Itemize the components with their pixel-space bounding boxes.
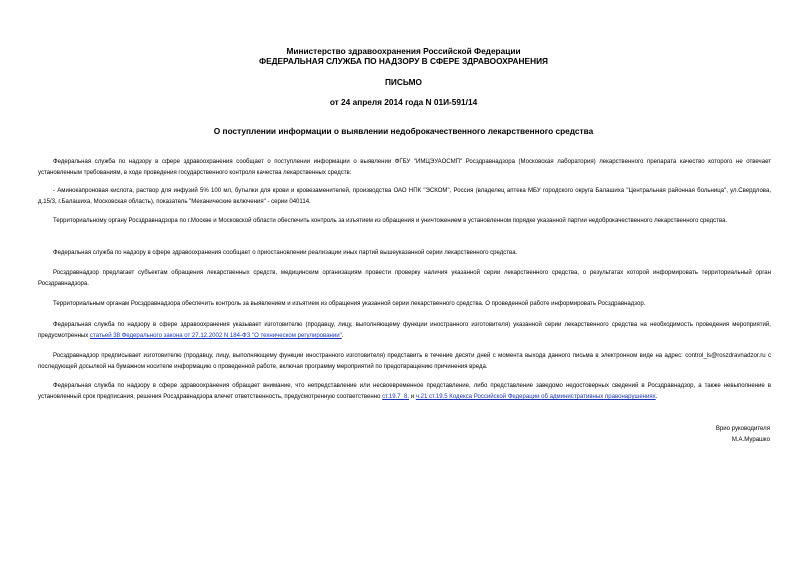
article-19-7-8-link[interactable]: ст.19.7_8. bbox=[382, 394, 410, 401]
paragraph-9-mid: и bbox=[409, 394, 416, 401]
article-19-5-koap-link[interactable]: ч.21 ст.19.5 Кодекса Российской Федерации об административных правонарушениях bbox=[415, 394, 656, 401]
paragraph-8: Росздравнадзор предписывает изготовителю (продавцу, лицу, выполняющему функции иностранного изготовителя) представить в течение десяти дней с момента выхода данного письма в электронном виде на адрес: control_ls@roszdravnadzor.ru с последующей досылкой на бумажном носителе информацию о проведенной работе, включая программу мероприятий по предотвращению причинения вреда. bbox=[38, 353, 771, 371]
service-title: ФЕДЕРАЛЬНАЯ СЛУЖБА ПО НАДЗОРУ В СФЕРЕ ЗДРАВООХРАНЕНИЯ bbox=[259, 56, 548, 66]
paragraph-9-end: . bbox=[655, 394, 658, 401]
paragraph-9-text: Федеральная служба по надзору в сфере здравоохранения обращает внимание, что непредставление или несвоевременное представление, либо представление заведомо недостоверных сведений в Росздравнадзор, а также невыполнение в установленный срок предписания, решения Росздравнадзора влечет ответственность, предусмотренную соответственно bbox=[38, 383, 771, 401]
law-184-fz-link[interactable]: статьей 38 Федерального закона от 27.12.2002 N 184-ФЗ "О техническом регулировании" bbox=[90, 333, 342, 340]
paragraph-1: Федеральная служба по надзору в сфере здравоохранения сообщает о поступлении информации о выявлении ФГБУ "ИМЦЭУАОСМП" Росздравнадзора (Московская лаборатория) лекарственного препарата качество которого не отвечает установленным требованиям, в ходе проведения государственного контроля качества лекарственных средств: bbox=[38, 159, 771, 177]
signature-name: М.А.Мурашко bbox=[731, 437, 770, 443]
signature-position: Врио руководителя bbox=[715, 426, 770, 432]
document-type: ПИСЬМО bbox=[384, 77, 423, 87]
paragraph-2: - Аминокапроновая кислота, раствор для инфузий 5% 100 мл, бутылки для крови и кровезаменителей, производства ОАО НПК "ЭСКОМ", Россия (владелец аптека МБУ городского округа Балашиха "Центральная районная больница", ул.Свердлова, д.15/3, г.Балашиха, Московская область), показатель "Механические включения" - серии 040114. bbox=[38, 188, 771, 206]
ministry-title: Министерство здравоохранения Российской Федерации bbox=[286, 46, 521, 56]
paragraph-7-text: Федеральная служба по надзору в сфере здравоохранения указывает изготовителю (продавцу, лицу, выполняющему функции иностранного изготовителя) указанной серии лекарственного средства на необходимость проведения мероприятий, предусмотренных bbox=[38, 322, 771, 340]
paragraph-7 bbox=[38, 320, 771, 343]
document-date-number: от 24 апреля 2014 года N 01И-591/14 bbox=[329, 97, 478, 107]
document-subject: О поступлении информации о выявлении недоброкачественного лекарственного средства bbox=[213, 126, 594, 136]
paragraph-7-end: . bbox=[341, 333, 344, 340]
paragraph-3: Территориальному органу Росздравнадзора по г.Москве и Московской области обеспечить контроль за изъятием из обращения и уничтожением в установленном порядке указанной партии недоброкачественного лекарственного средства. bbox=[53, 218, 728, 224]
paragraph-5: Росздравнадзор предлагает субъектам обращения лекарственных средств, медицинским организациям провести проверку наличия указанной серии лекарственного средства, о результатах которой информировать территориальный орган Росздравнадзора. bbox=[38, 270, 771, 288]
paragraph-9 bbox=[38, 381, 771, 404]
paragraph-4: Федеральная служба по надзору в сфере здравоохранения сообщает о приостановлении реализации иных партий вышеуказанной серии лекарственного средства. bbox=[53, 250, 518, 256]
paragraph-6: Территориальным органам Росздравнадзора обеспечить контроль за выявлением и изъятием из обращения указанной серии лекарственного средства. О проведенной работе информировать Росздравнадзор. bbox=[53, 301, 646, 307]
